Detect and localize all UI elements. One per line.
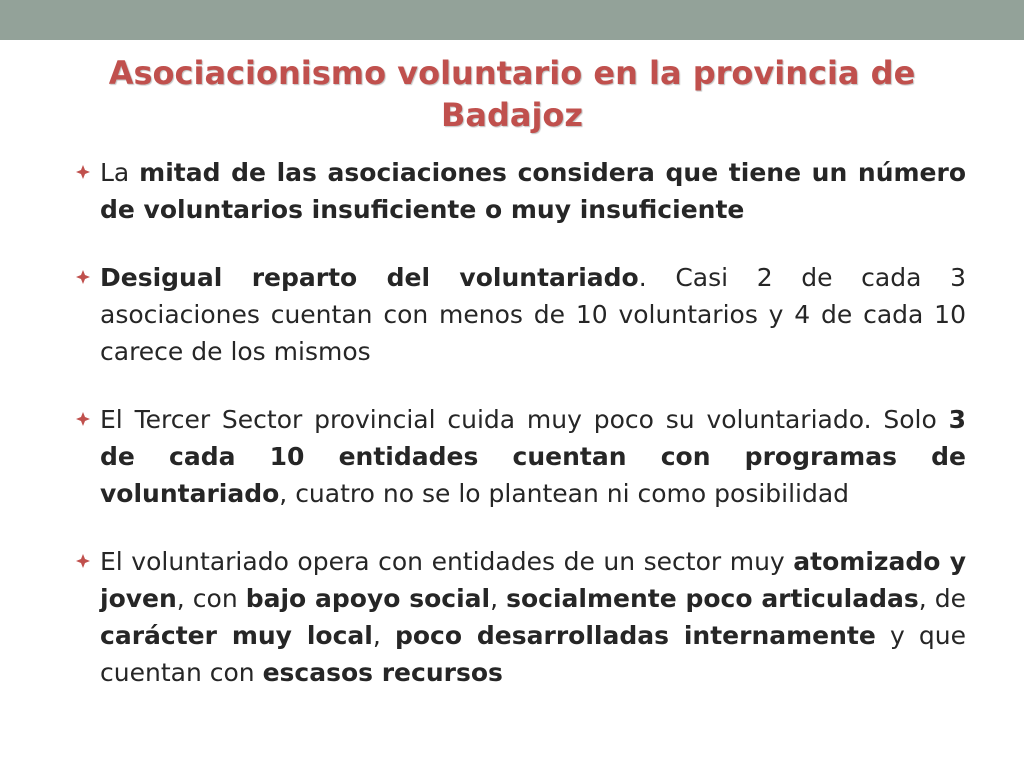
text-segment: , con (176, 584, 246, 613)
text-segment-bold: atomizado y joven (100, 547, 967, 613)
text-segment: El voluntariado opera con entidades de un sector muy (100, 547, 794, 576)
text-segment-bold: escasos recursos (262, 658, 503, 687)
text-segment: , (490, 584, 507, 613)
diamond-bullet-icon (76, 165, 90, 179)
text-segment-bold: 3 de cada 10 entidades cuentan con programas de voluntariado (100, 405, 966, 508)
diamond-bullet-icon (76, 412, 90, 426)
bullet-text (100, 259, 966, 370)
text-segment-bold: carácter muy local (100, 621, 373, 650)
text-segment: . Casi 2 de cada 3 asociaciones cuentan con menos de 10 voluntarios y 4 de cada 10 carece de los mismos (100, 263, 966, 366)
text-segment: y que cuentan con (100, 621, 966, 687)
bullet-item-4 (76, 543, 967, 691)
diamond-bullet-icon (76, 554, 90, 568)
text-segment: , (372, 621, 395, 650)
text-segment: El Tercer Sector provincial cuida muy poco su voluntariado. Solo (100, 405, 949, 434)
bullet-text (100, 543, 966, 691)
bullet-list (76, 154, 967, 722)
bullet-item-1 (76, 154, 967, 228)
text-segment-bold: bajo apoyo social (245, 584, 491, 613)
text-segment-bold: mitad de las asociaciones considera que tiene un número de voluntarios insuficiente o muy insuficiente (100, 158, 967, 224)
bullet-text (100, 154, 966, 228)
text-segment-bold: poco desarrolladas internamente (394, 621, 876, 650)
text-segment-bold: Desigual reparto del voluntariado (100, 263, 639, 292)
bullet-item-3 (76, 401, 966, 512)
text-segment: , de (918, 584, 966, 613)
diamond-bullet-icon (76, 270, 90, 284)
text-segment: , cuatro no se lo plantean ni como posibilidad (279, 479, 850, 508)
text-segment: La (100, 158, 140, 187)
bullet-text (100, 401, 966, 512)
text-segment-bold: socialmente poco articuladas (506, 584, 919, 613)
top-accent-bar (0, 0, 1024, 40)
slide-title: Asociacionismo voluntario en la provincia de Badajoz (108, 54, 916, 134)
bullet-item-2 (76, 259, 966, 370)
